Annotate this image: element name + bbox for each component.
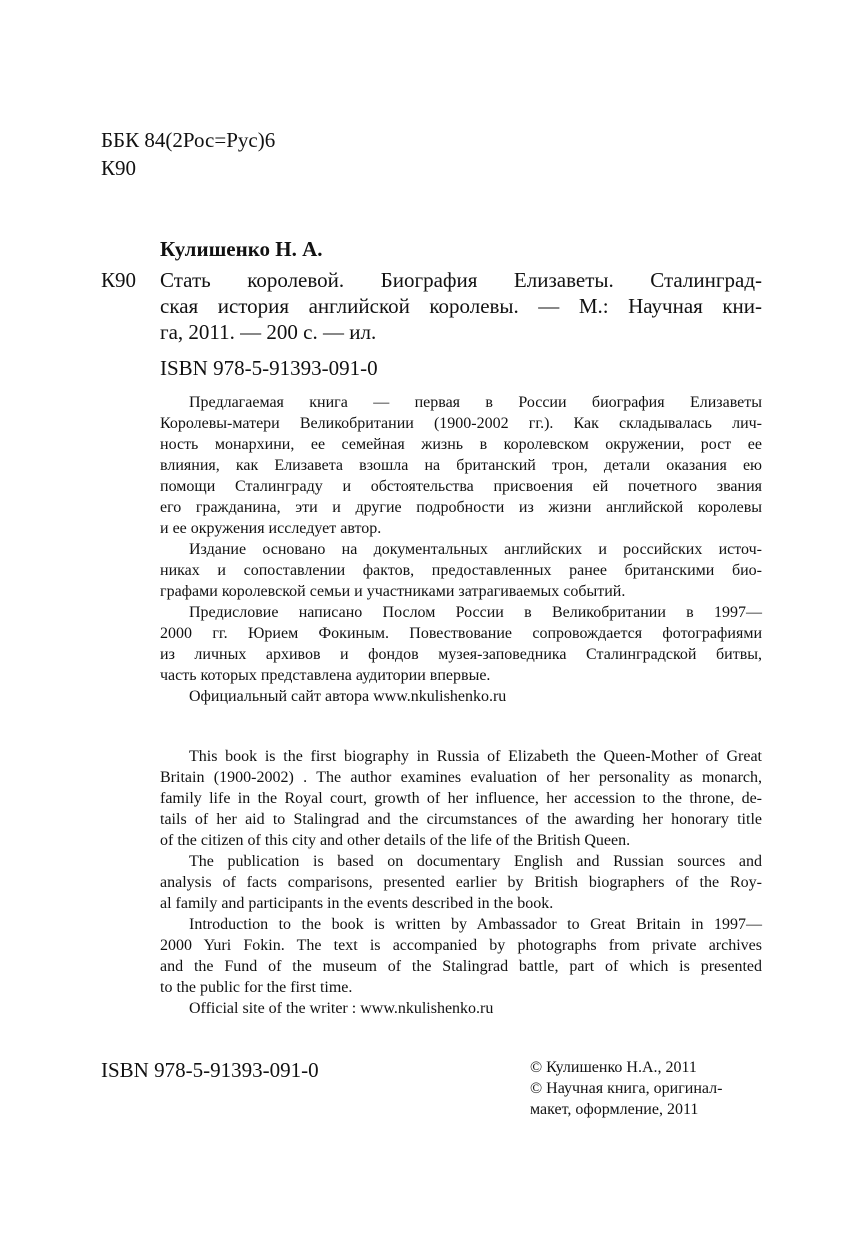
annotation-paragraph xyxy=(160,392,762,539)
text-line: Королевы-матери Великобритании (1900-2002 гг.). Как складывалась лич- xyxy=(160,415,762,432)
copyright-line: © Научная книга, оригинал- xyxy=(530,1080,723,1097)
isbn-catalog: ISBN 978-5-91393-091-0 xyxy=(160,356,378,380)
text-line: al family and participants in the events described in the book. xyxy=(160,895,554,912)
text-line: family life in the Royal court, growth of her influence, her accession to the throne, de- xyxy=(160,790,762,807)
copyright-line: макет, оформление, 2011 xyxy=(530,1101,699,1118)
text-line: из личных архивов и фондов музея-заповедника Сталинградской битвы, xyxy=(160,646,762,663)
text-line: часть которых представлена аудитории впервые. xyxy=(160,667,491,684)
author-sign-code: К90 xyxy=(101,156,137,180)
title-line: Стать королевой. Биография Елизаветы. Сталинград- xyxy=(160,268,762,292)
text-line: 2000 Yuri Fokin. The text is accompanied by photographs from private archives xyxy=(160,937,762,954)
author-website-line: Официальный сайт автора www.nkulishenko.ru xyxy=(189,688,507,705)
text-line: tails of her aid to Stalingrad and the circumstances of the awarding her honorary title xyxy=(160,811,762,828)
title-line: ская история английской королевы. — М.: Научная кни- xyxy=(160,294,762,318)
annotation-paragraph xyxy=(160,998,762,1019)
annotation-english xyxy=(160,746,762,1019)
text-line: The publication is based on documentary English and Russian sources and xyxy=(189,853,762,870)
text-line: ность монархини, ее семейная жизнь в королевском окружении, рост ее xyxy=(160,436,762,453)
bbk-code: ББК 84(2Рос=Рус)6 xyxy=(101,128,276,152)
text-line: analysis of facts comparisons, presented earlier by British biographers of the Roy- xyxy=(160,874,762,891)
text-line: Britain (1900-2002) . The author examines evaluation of her personality as monarch, xyxy=(160,769,762,786)
annotation-paragraph xyxy=(160,686,762,707)
annotation-russian xyxy=(160,392,762,707)
copyright-notice xyxy=(530,1057,762,1120)
text-line: This book is the first biography in Russia of Elizabeth the Queen-Mother of Great xyxy=(189,748,762,765)
text-line: графами королевской семьи и участниками затрагиваемых событий. xyxy=(160,583,626,600)
annotation-paragraph xyxy=(160,851,762,914)
annotation-paragraph xyxy=(160,539,762,602)
text-line: Предлагаемая книга — первая в России биография Елизаветы xyxy=(189,394,762,411)
text-line: of the citizen of this city and other details of the life of the British Queen. xyxy=(160,832,631,849)
title-line: га, 2011. — 200 с. — ил. xyxy=(160,320,377,344)
author-name: Кулишенко Н. А. xyxy=(160,237,323,261)
text-line: влияния, как Елизавета взошла на британский трон, детали оказания ею xyxy=(160,457,762,474)
text-line: никах и сопоставлении фактов, предоставленных ранее британскими био- xyxy=(160,562,762,579)
annotation-paragraph xyxy=(160,746,762,851)
text-line: Introduction to the book is written by Ambassador to Great Britain in 1997— xyxy=(189,916,762,933)
text-line: to the public for the first time. xyxy=(160,979,353,996)
text-line: and the Fund of the museum of the Stalingrad battle, part of which is presented xyxy=(160,958,762,975)
author-website-line: Official site of the writer : www.nkulishenko.ru xyxy=(189,1000,494,1017)
copyright-line: © Кулишенко Н.А., 2011 xyxy=(530,1059,697,1076)
text-line: Издание основано на документальных английских и российских источ- xyxy=(189,541,762,558)
text-line: Предисловие написано Послом России в Великобритании в 1997— xyxy=(189,604,762,621)
annotation-paragraph xyxy=(160,602,762,686)
bbk-classification xyxy=(101,126,275,182)
author-sign-side: К90 xyxy=(101,268,137,292)
text-line: и ее окружения исследует автор. xyxy=(160,520,382,537)
text-line: 2000 гг. Юрием Фокиным. Повествование сопровождается фотографиями xyxy=(160,625,762,642)
isbn-footer: ISBN 978-5-91393-091-0 xyxy=(101,1058,319,1082)
text-line: помощи Сталинграду и обстоятельства присвоения ей почетного звания xyxy=(160,478,762,495)
annotation-paragraph xyxy=(160,914,762,998)
text-line: его гражданина, эти и другие подробности из жизни английской королевы xyxy=(160,499,762,516)
bibliographic-description xyxy=(160,267,762,345)
